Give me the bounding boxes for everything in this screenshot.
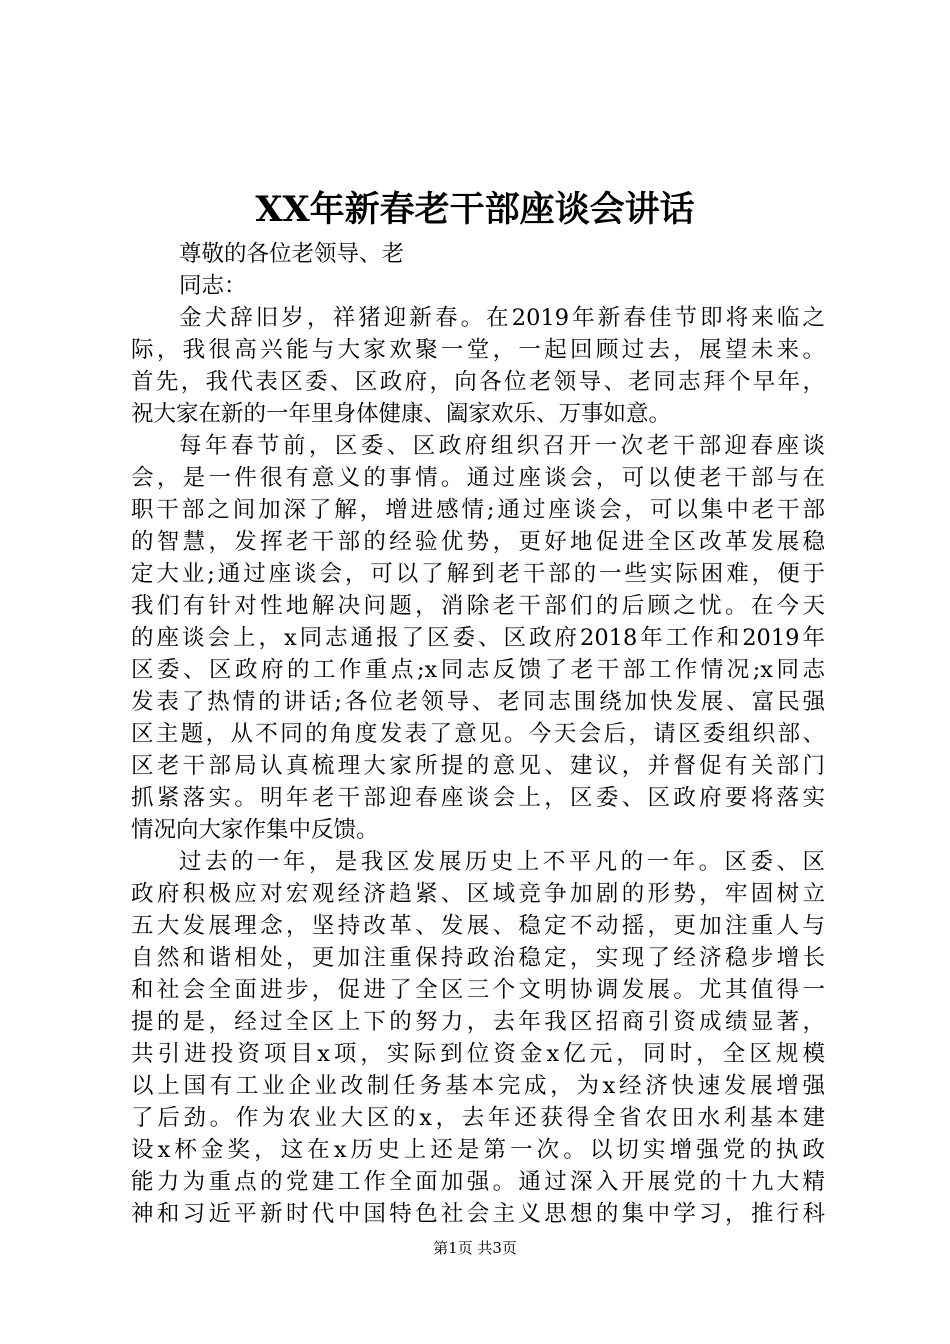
text-line: 了后劲。作为农业大区的x，去年还获得全省农田水利基本建 [131,1105,825,1131]
page-footer: 第1页 共3页 [433,1239,517,1257]
text-line: 会，是一件很有意义的事情。通过座谈会，可以使老干部与在 [131,465,825,491]
text-line: 五大发展理念，坚持改革、发展、稳定不动摇，更加注重人与 [131,913,825,939]
text-line: 区委、区政府的工作重点;x同志反馈了老干部工作情况;x同志 [131,657,825,683]
text-line: 提的是，经过全区上下的努力，去年我区招商引资成绩显著， [131,1009,825,1035]
text-line: 职干部之间加深了解，增进感情;通过座谈会，可以集中老干部 [131,497,825,523]
text-line: 际，我很高兴能与大家欢聚一堂，一起回顾过去，展望未来。 [131,337,825,363]
text-line: 首先，我代表区委、区政府，向各位老领导、老同志拜个早年， [131,369,825,395]
text-line: 区主题，从不同的角度发表了意见。今天会后，请区委组织部、 [131,721,825,747]
text-line: 神和习近平新时代中国特色社会主义思想的集中学习，推行科 [131,1201,825,1227]
text-line: 尊敬的各位老领导、老 [179,241,405,267]
text-line: 和社会全面进步，促进了全区三个文明协调发展。尤其值得一 [131,977,825,1003]
text-line: 定大业;通过座谈会，可以了解到老干部的一些实际困难，便于 [131,561,825,587]
text-line: 自然和谐相处，更加注重保持政治稳定，实现了经济稳步增长 [131,945,825,971]
text-line: 的座谈会上，x同志通报了区委、区政府2018年工作和2019年 [131,625,825,651]
text-line: 以上国有工业企业改制任务基本完成，为x经济快速发展增强 [131,1073,825,1099]
text-line: 每年春节前，区委、区政府组织召开一次老干部迎春座谈 [179,433,825,459]
text-line: 过去的一年，是我区发展历史上不平凡的一年。区委、区 [179,849,825,875]
text-line: 政府积极应对宏观经济趋紧、区域竞争加剧的形势，牢固树立 [131,881,825,907]
text-line: 能力为重点的党建工作全面加强。通过深入开展党的十九大精 [131,1169,825,1195]
text-line: 设x杯金奖，这在x历史上还是第一次。以切实增强党的执政 [131,1137,825,1163]
text-line: 同志： [179,273,247,299]
text-line: 祝大家在新的一年里身体健康、阖家欢乐、万事如意。 [131,401,672,427]
text-line: 的智慧，发挥老干部的经验优势，更好地促进全区改革发展稳 [131,529,825,555]
text-line: 发表了热情的讲话;各位老领导、老同志围绕加快发展、富民强 [131,689,825,715]
text-line: 抓紧落实。明年老干部迎春座谈会上，区委、区政府要将落实 [131,785,825,811]
document-body [131,238,825,1230]
text-line: 共引进投资项目x项，实际到位资金x亿元，同时，全区规模 [131,1041,825,1067]
text-line: 我们有针对性地解决问题，消除老干部们的后顾之忧。在今天 [131,593,825,619]
text-line: 情况向大家作集中反馈。 [131,817,379,843]
page-title: XX年新春老干部座谈会讲话 [255,189,695,230]
text-line: 金犬辞旧岁，祥猪迎新春。在2019年新春佳节即将来临之 [179,305,825,331]
text-line: 区老干部局认真梳理大家所提的意见、建议，并督促有关部门 [131,753,825,779]
